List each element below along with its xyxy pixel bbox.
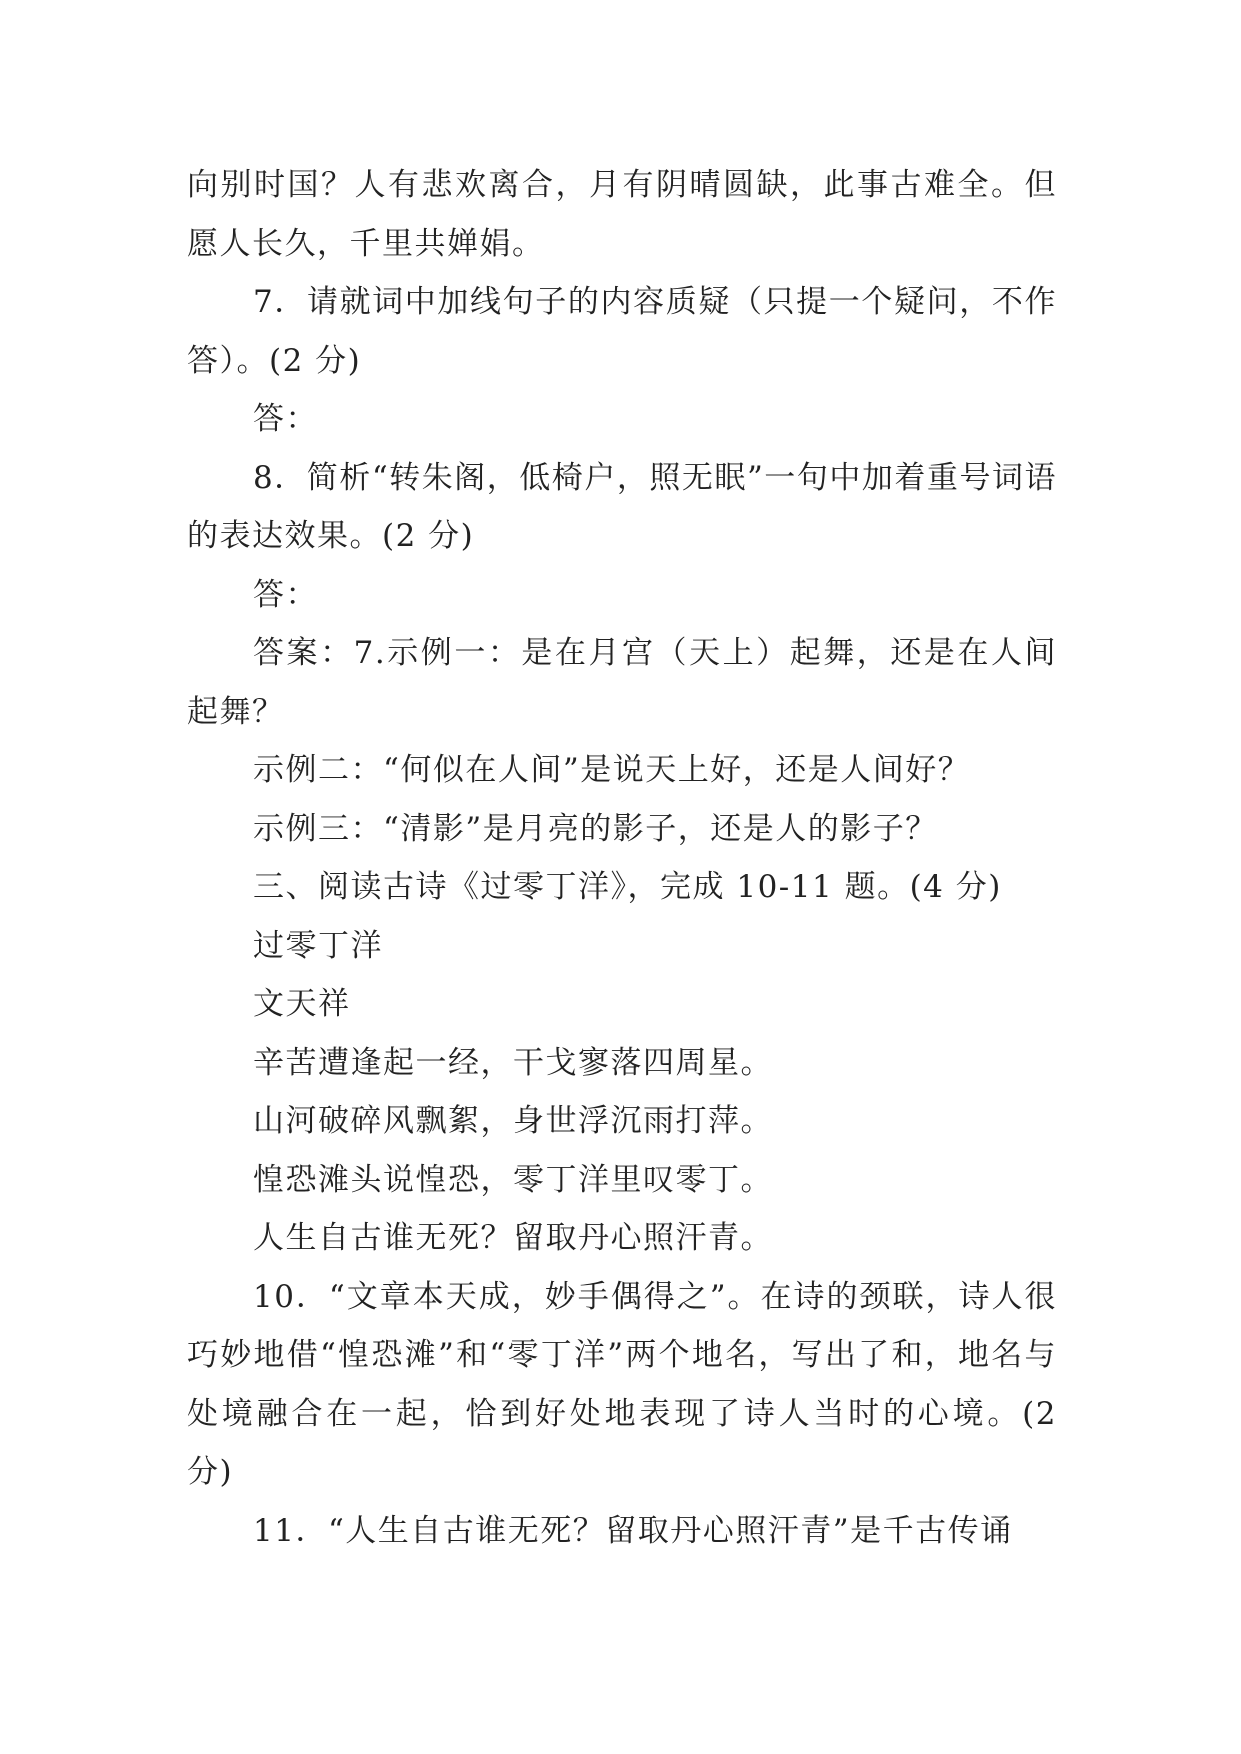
section-3-heading: 三、阅读古诗《过零丁洋》，完成 10-11 题。(4 分) xyxy=(253,869,1002,905)
answer-key-example-3: 示例三：“清影”是月亮的影子，还是人的影子？ xyxy=(253,810,938,847)
poem-author: 文天祥 xyxy=(253,986,351,1022)
poem-line-4: 人生自古谁无死？留取丹心照汗青。 xyxy=(253,1220,773,1256)
question-7: 7．请就词中加线句子的内容质疑（只提一个疑问，不作答）。(2 分) xyxy=(187,284,1057,379)
poem-line-1: 辛苦遭逢起一经，干戈寥落四周星。 xyxy=(253,1044,773,1081)
question-10: 10．“文章本天成，妙手偶得之”。在诗的颈联，诗人很巧妙地借“惶恐滩”和“零丁洋”两个地名，写出了和，地名与处境融合在一起，恰到好处地表现了诗人当时的心境。(2 分) xyxy=(187,1278,1057,1490)
paragraph-poem-ending: 向别时国？人有悲欢离合，月有阴晴圆缺，此事古难全。但愿人长久，千里共婵娟。 xyxy=(187,167,1057,262)
poem-line-3: 惶恐滩头说惶恐，零丁洋里叹零丁。 xyxy=(253,1161,773,1198)
answer-8-prompt: 答： xyxy=(253,576,318,613)
answer-7-prompt: 答： xyxy=(253,401,318,437)
question-8: 8．简析“转朱阁，低椅户，照无眠”一句中加着重号词语的表达效果。(2 分) xyxy=(187,459,1057,554)
answer-key-example-2: 示例二：“何似在人间”是说天上好，还是人间好？ xyxy=(253,752,971,788)
poem-title: 过零丁洋 xyxy=(253,927,383,964)
answer-key-example-1: 答案：7.示例一：是在月宫（天上）起舞，还是在人间起舞？ xyxy=(187,635,1057,730)
document-body xyxy=(187,156,1057,1560)
question-11: 11．“人生自古谁无死？留取丹心照汗青”是千古传诵 xyxy=(253,1512,1013,1549)
poem-line-2: 山河破碎风飘絮，身世浮沉雨打萍。 xyxy=(253,1103,773,1139)
